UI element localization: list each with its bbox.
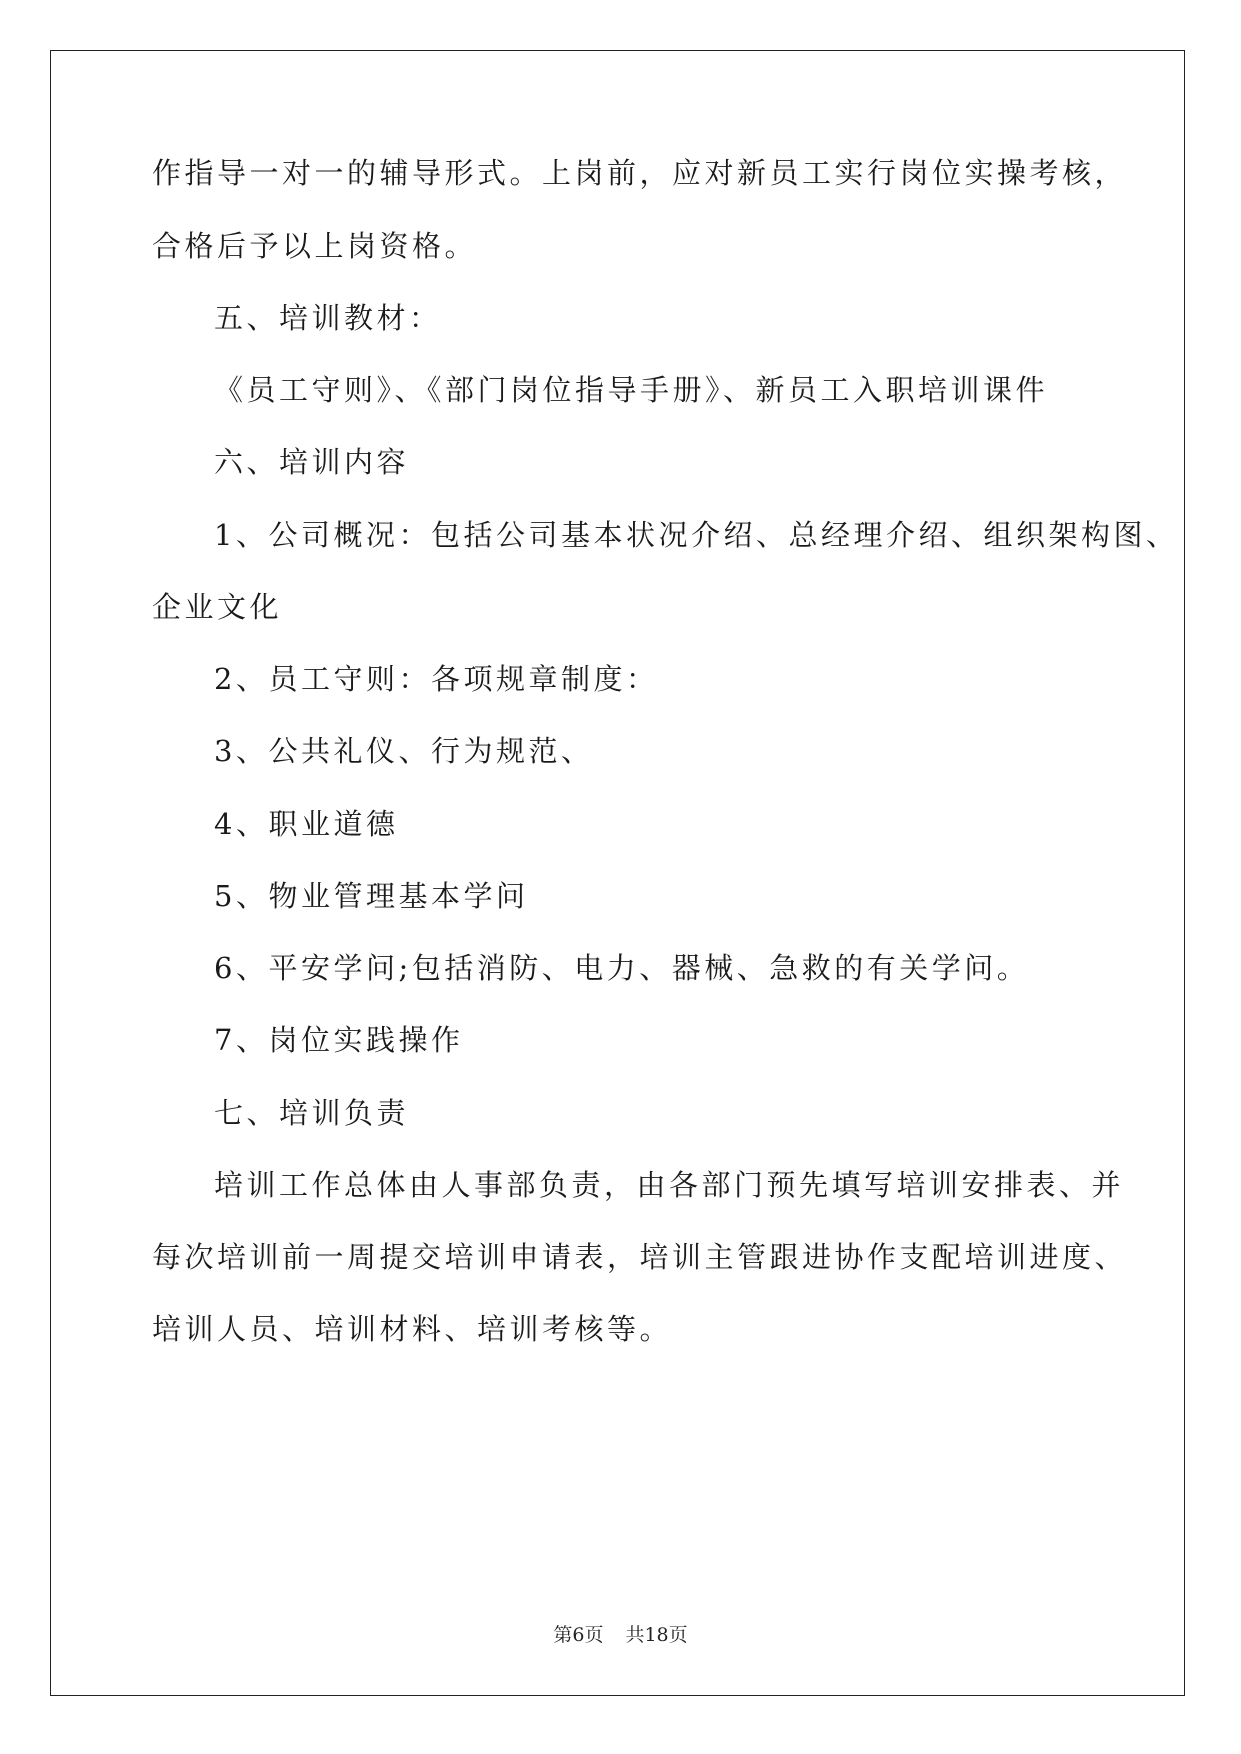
paragraph-line: 作指导一对一的辅导形式。上岗前，应对新员工实行岗位实操考核， (152, 156, 1128, 190)
section-heading: 七、培训负责 (214, 1096, 410, 1130)
list-item-continuation: 企业文化 (152, 590, 283, 624)
list-item: 6、平安学问;包括消防、电力、器械、急救的有关学问。 (214, 951, 1030, 985)
list-item: 3、公共礼仪、行为规范、 (214, 734, 594, 768)
list-item: 7、岗位实践操作 (214, 1023, 464, 1057)
page-border (50, 50, 1185, 1696)
list-item: 2、员工守则：各项规章制度： (214, 662, 659, 696)
paragraph-line: 合格后予以上岗资格。 (152, 229, 478, 263)
list-item: 5、物业管理基本学问 (214, 879, 529, 913)
page-footer (0, 1623, 1241, 1647)
section-heading: 六、培训内容 (214, 445, 410, 479)
paragraph-line: 《员工守则》、《部门岗位指导手册》、新员工入职培训课件 (214, 373, 1049, 407)
list-item: 4、职业道德 (214, 807, 399, 841)
current-page-label: 第6页 (553, 1624, 604, 1646)
section-heading: 五、培训教材： (214, 301, 442, 335)
paragraph-line: 每次培训前一周提交培训申请表，培训主管跟进协作支配培训进度、 (152, 1240, 1128, 1274)
list-item: 1、公司概况：包括公司基本状况介绍、总经理介绍、组织架构图、 (214, 518, 1179, 552)
paragraph-line: 培训工作总体由人事部负责，由各部门预先填写培训安排表、并 (214, 1168, 1125, 1202)
total-pages-label: 共18页 (625, 1624, 688, 1646)
paragraph-line: 培训人员、培训材料、培训考核等。 (152, 1312, 673, 1346)
